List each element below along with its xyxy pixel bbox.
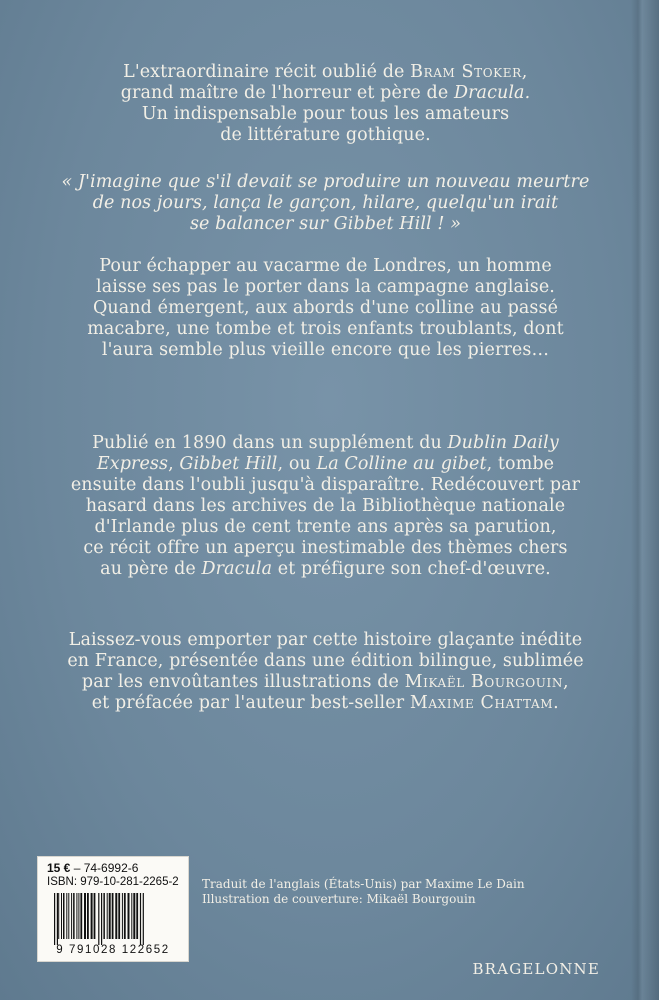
quote-line: « J'imagine que s'il devait se produire un nouveau meurtre <box>61 172 590 192</box>
title-dracula: Dracula. <box>453 83 531 103</box>
synopsis-line: Pour échapper au vacarme de Londres, un homme <box>99 256 552 276</box>
history-line: ce récit offre un aperçu inestimable des thèmes chers <box>83 538 568 558</box>
intro-blurb <box>40 62 611 146</box>
synopsis-paragraph <box>40 256 611 361</box>
translator-credit: Traduit de l'anglais (États-Unis) par Maxime Le Dain <box>202 877 525 891</box>
price-line <box>47 861 138 875</box>
barcode-digits: 9 791028 122652 <box>56 944 170 956</box>
isbn-number: ISBN: 979-10-281-2265-2 <box>47 876 179 888</box>
book-spine-edge <box>631 0 659 1000</box>
illustrator-name: Mikaël Bourgouin, <box>404 672 570 692</box>
edition-text: par les envoûtantes illustrations de <box>81 672 405 692</box>
author-name: Bram Stoker, <box>410 62 528 82</box>
barcode-icon <box>52 893 176 945</box>
history-paragraph <box>40 433 611 580</box>
intro-text: grand maître de l'horreur et père de <box>120 83 454 103</box>
intro-line <box>40 62 611 83</box>
history-text: , ou <box>277 454 317 474</box>
edition-line <box>40 693 611 714</box>
barcode-label <box>37 856 189 962</box>
intro-text: L'extraordinaire récit oublié de <box>123 62 411 82</box>
intro-line: Un indispensable pour tous les amateurs <box>141 104 510 124</box>
publication-title: Express <box>96 454 169 474</box>
history-line <box>40 559 611 580</box>
synopsis-line: l'aura semble plus vieille encore que les pierres… <box>101 340 550 360</box>
history-text: Publié en 1890 dans un supplément du <box>92 433 448 453</box>
intro-line <box>40 83 611 104</box>
edition-paragraph <box>40 630 611 714</box>
history-text: , tombe <box>486 454 555 474</box>
history-text: , <box>168 454 180 474</box>
edition-line: Laissez-vous emporter par cette histoire glaçante inédite <box>68 630 583 650</box>
history-line <box>40 454 611 475</box>
publication-title: Dublin Daily <box>447 433 559 453</box>
work-title: Gibbet Hill <box>179 454 278 474</box>
work-title-fr: La Colline au gibet <box>316 454 487 474</box>
edition-line <box>40 672 611 693</box>
cover-illustration-credit: Illustration de couverture: Mikaël Bourgouin <box>202 892 476 906</box>
edition-line: en France, présentée dans une édition bilingue, sublimée <box>67 651 584 671</box>
history-line: d'Irlande plus de cent trente ans après sa parution, <box>94 517 557 537</box>
synopsis-line: Quand émergent, aux abords d'une colline au passé <box>92 298 559 318</box>
history-text: au père de <box>100 559 202 579</box>
history-line: hasard dans les archives de la Bibliothèque nationale <box>85 496 566 516</box>
quote-line: se balancer sur Gibbet Hill ! » <box>189 214 462 234</box>
quote-line: de nos jours, lança le garçon, hilare, quelqu'un irait <box>92 193 559 213</box>
product-code: – 74-6992-6 <box>70 861 139 875</box>
publisher-name: BRAGELONNE <box>472 960 600 978</box>
history-line <box>40 433 611 454</box>
synopsis-line: macabre, une tombe et trois enfants troublants, dont <box>87 319 564 339</box>
edition-text: et préfacée par l'auteur best-seller <box>91 693 410 713</box>
pull-quote <box>40 172 611 235</box>
credits <box>202 877 525 907</box>
intro-line: de littérature gothique. <box>220 125 431 145</box>
history-line: ensuite dans l'oubli jusqu'à disparaître. Redécouvert par <box>70 475 581 495</box>
history-text: et préfigure son chef-d'œuvre. <box>272 559 551 579</box>
title-dracula: Dracula <box>201 559 273 579</box>
preface-author-name: Maxime Chattam. <box>409 693 560 713</box>
synopsis-line: laisse ses pas le porter dans la campagne anglaise. <box>96 277 555 297</box>
price: 15 € <box>47 861 71 875</box>
